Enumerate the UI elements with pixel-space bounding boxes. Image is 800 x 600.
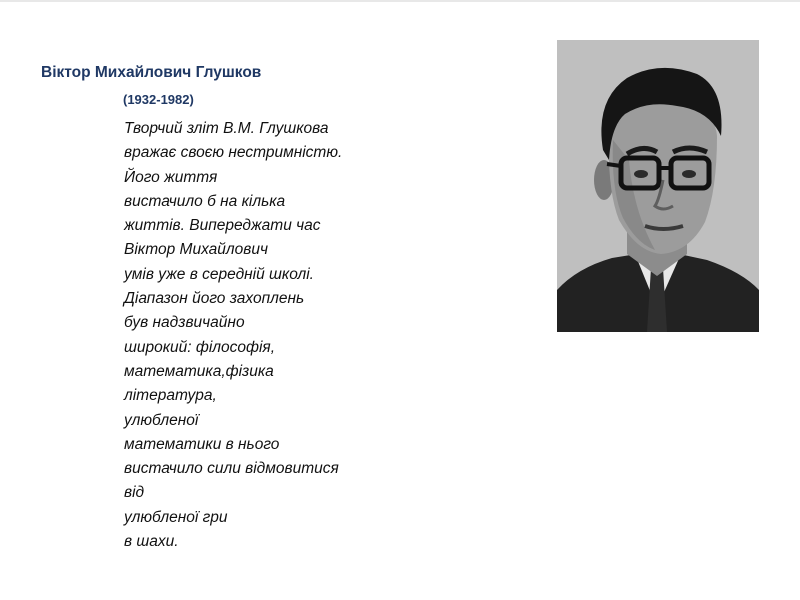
- biography-line: в шахи.: [124, 533, 179, 551]
- portrait-photo: [557, 40, 759, 332]
- biography-line: вистачило б на кілька: [124, 192, 286, 210]
- person-name: Віктор Михайлович Глушков: [41, 64, 262, 81]
- biography-line: математики в нього: [124, 435, 280, 453]
- biography-text: [124, 117, 424, 554]
- biography-line: Діапазон його захоплень: [124, 290, 305, 308]
- biography-line: література,: [124, 387, 217, 405]
- biography-line: широкий: філософія,: [124, 338, 276, 356]
- biography-line: улюбленої гри: [124, 508, 228, 526]
- life-years: (1932-1982): [123, 92, 194, 107]
- biography-line: Творчий зліт В.М. Глушкова: [124, 120, 329, 137]
- biography-line: вистачило сили відмовитися: [124, 460, 339, 478]
- biography-line: життів. Випереджати час: [124, 217, 321, 235]
- biography-line: вражає своєю нестримністю.: [124, 144, 343, 162]
- biography-line: улюбленої: [124, 411, 199, 429]
- biography-line: був надзвичайно: [124, 314, 245, 332]
- biography-line: математика,фізика: [124, 362, 274, 380]
- top-divider: [0, 0, 800, 2]
- biography-line: Віктор Михайлович: [124, 241, 269, 259]
- biography-line: Його життя: [124, 168, 218, 186]
- portrait-drawing: [557, 40, 759, 332]
- biography-line: від: [124, 484, 145, 502]
- biography-line: умів уже в середній школі.: [124, 265, 314, 283]
